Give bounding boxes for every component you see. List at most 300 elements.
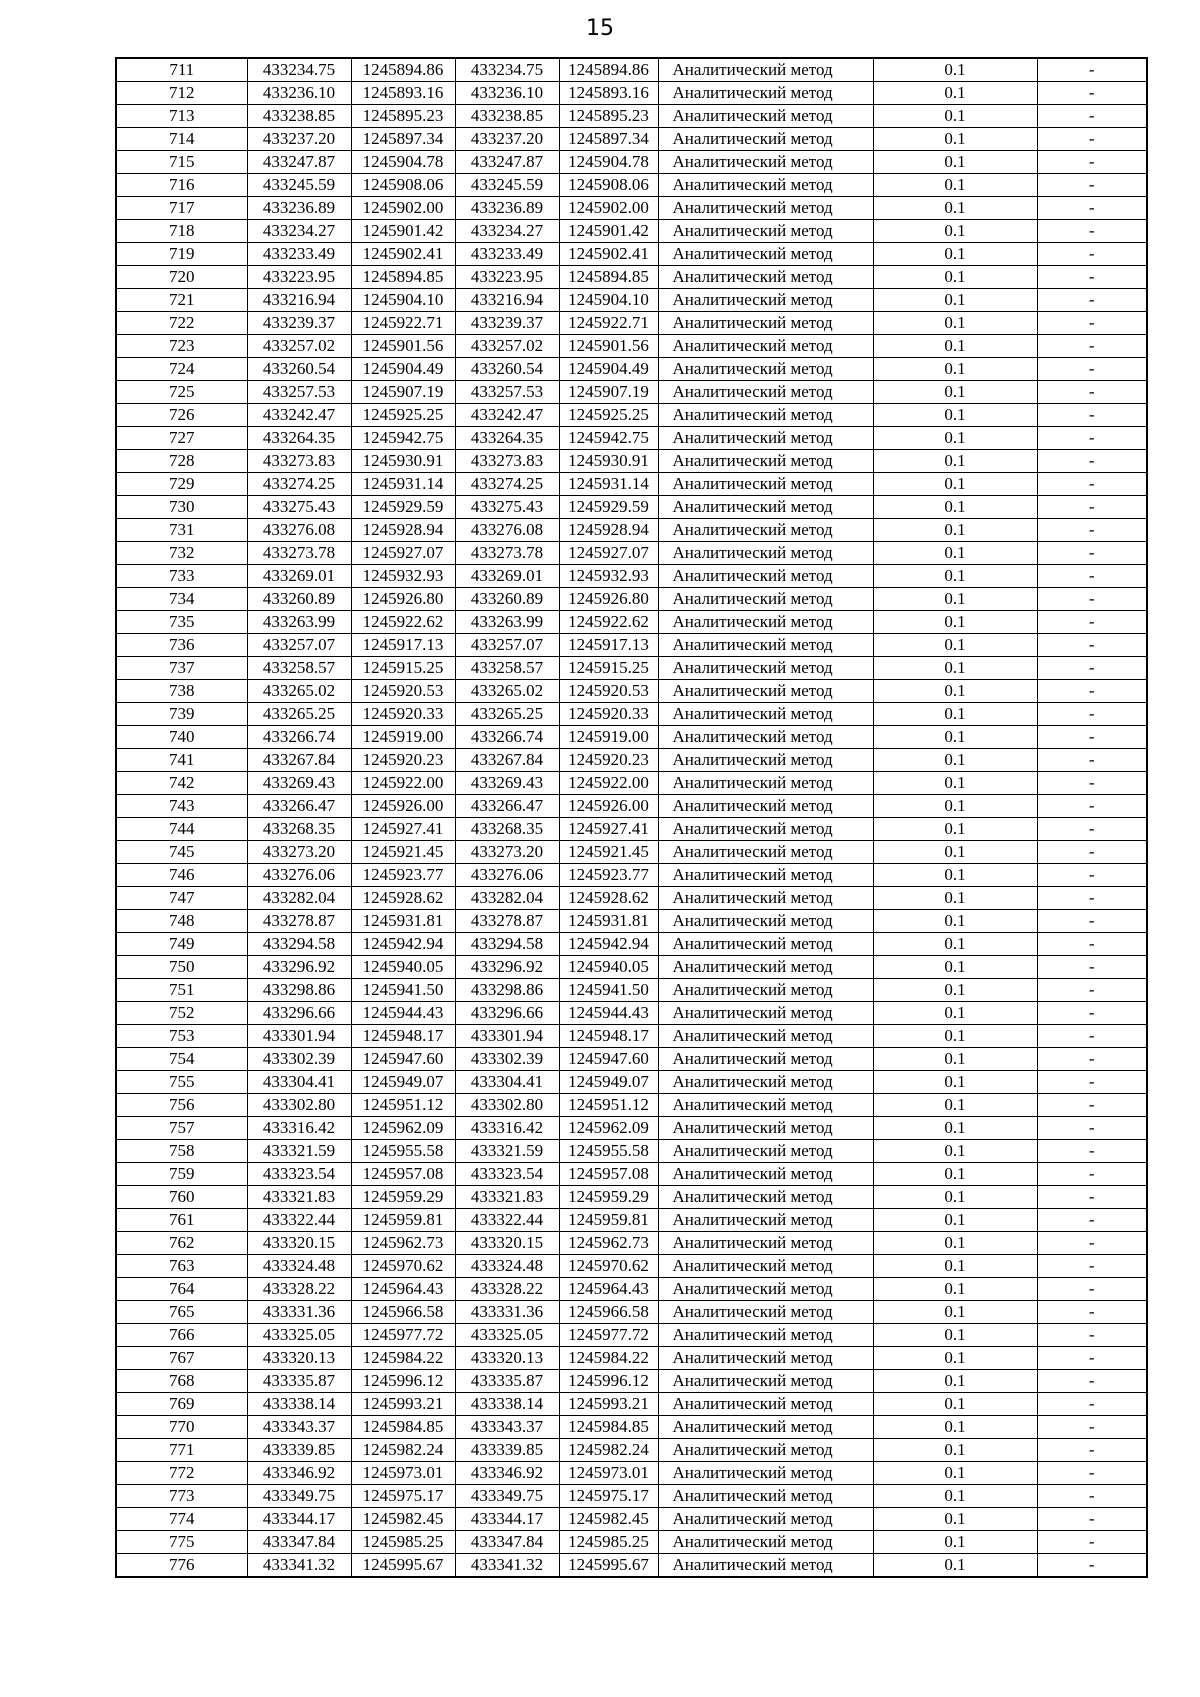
x-new-cell: 433304.41 — [455, 1071, 559, 1094]
y-new-cell: 1245962.73 — [559, 1232, 658, 1255]
empty-dash-cell: - — [1037, 772, 1147, 795]
y-existing-cell: 1245893.16 — [351, 82, 455, 105]
point-number-cell: 736 — [116, 634, 247, 657]
table-row — [116, 1094, 1147, 1117]
y-new-cell: 1245928.94 — [559, 519, 658, 542]
table-row — [116, 1508, 1147, 1531]
accuracy-cell: 0.1 — [873, 1393, 1037, 1416]
table-row — [116, 956, 1147, 979]
empty-dash-cell: - — [1037, 1439, 1147, 1462]
x-existing-cell: 433321.83 — [247, 1186, 351, 1209]
y-new-cell: 1245984.22 — [559, 1347, 658, 1370]
y-new-cell: 1245925.25 — [559, 404, 658, 427]
empty-dash-cell: - — [1037, 933, 1147, 956]
accuracy-cell: 0.1 — [873, 772, 1037, 795]
y-existing-cell: 1245982.45 — [351, 1508, 455, 1531]
table-row — [116, 910, 1147, 933]
accuracy-cell: 0.1 — [873, 151, 1037, 174]
x-new-cell: 433278.87 — [455, 910, 559, 933]
method-cell: Аналитический метод — [658, 1117, 873, 1140]
y-existing-cell: 1245926.80 — [351, 588, 455, 611]
y-new-cell: 1245929.59 — [559, 496, 658, 519]
y-existing-cell: 1245902.41 — [351, 243, 455, 266]
y-existing-cell: 1245932.93 — [351, 565, 455, 588]
x-existing-cell: 433325.05 — [247, 1324, 351, 1347]
table-row — [116, 450, 1147, 473]
point-number-cell: 723 — [116, 335, 247, 358]
accuracy-cell: 0.1 — [873, 404, 1037, 427]
x-existing-cell: 433276.08 — [247, 519, 351, 542]
y-existing-cell: 1245894.86 — [351, 58, 455, 82]
y-new-cell: 1245922.71 — [559, 312, 658, 335]
table-row — [116, 1255, 1147, 1278]
point-number-cell: 713 — [116, 105, 247, 128]
x-new-cell: 433301.94 — [455, 1025, 559, 1048]
point-number-cell: 769 — [116, 1393, 247, 1416]
empty-dash-cell: - — [1037, 956, 1147, 979]
y-new-cell: 1245902.41 — [559, 243, 658, 266]
x-existing-cell: 433264.35 — [247, 427, 351, 450]
y-existing-cell: 1245975.17 — [351, 1485, 455, 1508]
y-new-cell: 1245904.49 — [559, 358, 658, 381]
point-number-cell: 762 — [116, 1232, 247, 1255]
x-existing-cell: 433341.32 — [247, 1554, 351, 1578]
point-number-cell: 731 — [116, 519, 247, 542]
y-new-cell: 1245942.94 — [559, 933, 658, 956]
table-row — [116, 933, 1147, 956]
x-existing-cell: 433266.47 — [247, 795, 351, 818]
x-new-cell: 433265.02 — [455, 680, 559, 703]
x-new-cell: 433349.75 — [455, 1485, 559, 1508]
accuracy-cell: 0.1 — [873, 358, 1037, 381]
accuracy-cell: 0.1 — [873, 933, 1037, 956]
accuracy-cell: 0.1 — [873, 818, 1037, 841]
y-new-cell: 1245897.34 — [559, 128, 658, 151]
method-cell: Аналитический метод — [658, 519, 873, 542]
x-existing-cell: 433266.74 — [247, 726, 351, 749]
y-existing-cell: 1245964.43 — [351, 1278, 455, 1301]
x-existing-cell: 433331.36 — [247, 1301, 351, 1324]
method-cell: Аналитический метод — [658, 266, 873, 289]
y-existing-cell: 1245955.58 — [351, 1140, 455, 1163]
empty-dash-cell: - — [1037, 1485, 1147, 1508]
x-new-cell: 433296.92 — [455, 956, 559, 979]
point-number-cell: 721 — [116, 289, 247, 312]
method-cell: Аналитический метод — [658, 979, 873, 1002]
method-cell: Аналитический метод — [658, 404, 873, 427]
y-new-cell: 1245904.10 — [559, 289, 658, 312]
point-number-cell: 776 — [116, 1554, 247, 1578]
x-existing-cell: 433294.58 — [247, 933, 351, 956]
point-number-cell: 745 — [116, 841, 247, 864]
x-new-cell: 433316.42 — [455, 1117, 559, 1140]
y-new-cell: 1245962.09 — [559, 1117, 658, 1140]
accuracy-cell: 0.1 — [873, 864, 1037, 887]
y-new-cell: 1245973.01 — [559, 1462, 658, 1485]
empty-dash-cell: - — [1037, 174, 1147, 197]
x-new-cell: 433267.84 — [455, 749, 559, 772]
y-existing-cell: 1245923.77 — [351, 864, 455, 887]
y-existing-cell: 1245985.25 — [351, 1531, 455, 1554]
empty-dash-cell: - — [1037, 151, 1147, 174]
accuracy-cell: 0.1 — [873, 979, 1037, 1002]
accuracy-cell: 0.1 — [873, 1370, 1037, 1393]
method-cell: Аналитический метод — [658, 887, 873, 910]
table-row — [116, 1554, 1147, 1578]
y-new-cell: 1245975.17 — [559, 1485, 658, 1508]
point-number-cell: 729 — [116, 473, 247, 496]
accuracy-cell: 0.1 — [873, 1324, 1037, 1347]
y-existing-cell: 1245996.12 — [351, 1370, 455, 1393]
accuracy-cell: 0.1 — [873, 427, 1037, 450]
empty-dash-cell: - — [1037, 611, 1147, 634]
table-row — [116, 1048, 1147, 1071]
y-new-cell: 1245993.21 — [559, 1393, 658, 1416]
accuracy-cell: 0.1 — [873, 611, 1037, 634]
accuracy-cell: 0.1 — [873, 1186, 1037, 1209]
x-new-cell: 433233.49 — [455, 243, 559, 266]
x-existing-cell: 433239.37 — [247, 312, 351, 335]
x-new-cell: 433324.48 — [455, 1255, 559, 1278]
y-new-cell: 1245951.12 — [559, 1094, 658, 1117]
method-cell: Аналитический метод — [658, 1209, 873, 1232]
x-new-cell: 433234.27 — [455, 220, 559, 243]
method-cell: Аналитический метод — [658, 772, 873, 795]
empty-dash-cell: - — [1037, 496, 1147, 519]
y-new-cell: 1245982.24 — [559, 1439, 658, 1462]
y-new-cell: 1245982.45 — [559, 1508, 658, 1531]
y-existing-cell: 1245973.01 — [351, 1462, 455, 1485]
table-row — [116, 726, 1147, 749]
table-row — [116, 1462, 1147, 1485]
x-existing-cell: 433335.87 — [247, 1370, 351, 1393]
y-existing-cell: 1245895.23 — [351, 105, 455, 128]
x-existing-cell: 433338.14 — [247, 1393, 351, 1416]
point-number-cell: 738 — [116, 680, 247, 703]
method-cell: Аналитический метод — [658, 1301, 873, 1324]
x-existing-cell: 433343.37 — [247, 1416, 351, 1439]
table-row — [116, 358, 1147, 381]
empty-dash-cell: - — [1037, 1370, 1147, 1393]
x-existing-cell: 433302.80 — [247, 1094, 351, 1117]
y-existing-cell: 1245947.60 — [351, 1048, 455, 1071]
x-existing-cell: 433320.15 — [247, 1232, 351, 1255]
table-row — [116, 289, 1147, 312]
x-new-cell: 433236.10 — [455, 82, 559, 105]
empty-dash-cell: - — [1037, 588, 1147, 611]
y-new-cell: 1245947.60 — [559, 1048, 658, 1071]
empty-dash-cell: - — [1037, 1186, 1147, 1209]
y-new-cell: 1245927.41 — [559, 818, 658, 841]
table-row — [116, 979, 1147, 1002]
y-new-cell: 1245894.85 — [559, 266, 658, 289]
point-number-cell: 751 — [116, 979, 247, 1002]
point-number-cell: 774 — [116, 1508, 247, 1531]
accuracy-cell: 0.1 — [873, 450, 1037, 473]
y-new-cell: 1245923.77 — [559, 864, 658, 887]
x-existing-cell: 433269.01 — [247, 565, 351, 588]
y-new-cell: 1245920.33 — [559, 703, 658, 726]
table-row — [116, 864, 1147, 887]
x-new-cell: 433245.59 — [455, 174, 559, 197]
x-existing-cell: 433260.54 — [247, 358, 351, 381]
table-row — [116, 841, 1147, 864]
empty-dash-cell: - — [1037, 726, 1147, 749]
y-existing-cell: 1245942.75 — [351, 427, 455, 450]
method-cell: Аналитический метод — [658, 933, 873, 956]
empty-dash-cell: - — [1037, 1255, 1147, 1278]
x-existing-cell: 433236.89 — [247, 197, 351, 220]
x-new-cell: 433265.25 — [455, 703, 559, 726]
method-cell: Аналитический метод — [658, 726, 873, 749]
y-new-cell: 1245920.23 — [559, 749, 658, 772]
accuracy-cell: 0.1 — [873, 82, 1037, 105]
x-existing-cell: 433273.20 — [247, 841, 351, 864]
point-number-cell: 758 — [116, 1140, 247, 1163]
accuracy-cell: 0.1 — [873, 680, 1037, 703]
x-existing-cell: 433316.42 — [247, 1117, 351, 1140]
point-number-cell: 753 — [116, 1025, 247, 1048]
table-row — [116, 496, 1147, 519]
x-new-cell: 433274.25 — [455, 473, 559, 496]
empty-dash-cell: - — [1037, 1232, 1147, 1255]
accuracy-cell: 0.1 — [873, 496, 1037, 519]
y-existing-cell: 1245957.08 — [351, 1163, 455, 1186]
table-row — [116, 657, 1147, 680]
x-new-cell: 433347.84 — [455, 1531, 559, 1554]
method-cell: Аналитический метод — [658, 703, 873, 726]
y-existing-cell: 1245922.62 — [351, 611, 455, 634]
empty-dash-cell: - — [1037, 1048, 1147, 1071]
x-existing-cell: 433339.85 — [247, 1439, 351, 1462]
accuracy-cell: 0.1 — [873, 1439, 1037, 1462]
point-number-cell: 773 — [116, 1485, 247, 1508]
method-cell: Аналитический метод — [658, 1324, 873, 1347]
accuracy-cell: 0.1 — [873, 703, 1037, 726]
empty-dash-cell: - — [1037, 312, 1147, 335]
empty-dash-cell: - — [1037, 197, 1147, 220]
method-cell: Аналитический метод — [658, 1232, 873, 1255]
y-existing-cell: 1245928.94 — [351, 519, 455, 542]
method-cell: Аналитический метод — [658, 243, 873, 266]
y-existing-cell: 1245977.72 — [351, 1324, 455, 1347]
y-existing-cell: 1245917.13 — [351, 634, 455, 657]
point-number-cell: 756 — [116, 1094, 247, 1117]
y-new-cell: 1245932.93 — [559, 565, 658, 588]
empty-dash-cell: - — [1037, 1163, 1147, 1186]
y-existing-cell: 1245907.19 — [351, 381, 455, 404]
empty-dash-cell: - — [1037, 749, 1147, 772]
table-row — [116, 887, 1147, 910]
accuracy-cell: 0.1 — [873, 887, 1037, 910]
method-cell: Аналитический метод — [658, 1255, 873, 1278]
method-cell: Аналитический метод — [658, 82, 873, 105]
method-cell: Аналитический метод — [658, 542, 873, 565]
table-row — [116, 82, 1147, 105]
method-cell: Аналитический метод — [658, 312, 873, 335]
point-number-cell: 725 — [116, 381, 247, 404]
empty-dash-cell: - — [1037, 703, 1147, 726]
accuracy-cell: 0.1 — [873, 1531, 1037, 1554]
accuracy-cell: 0.1 — [873, 841, 1037, 864]
x-existing-cell: 433263.99 — [247, 611, 351, 634]
y-existing-cell: 1245995.67 — [351, 1554, 455, 1578]
accuracy-cell: 0.1 — [873, 588, 1037, 611]
method-cell: Аналитический метод — [658, 1140, 873, 1163]
x-existing-cell: 433276.06 — [247, 864, 351, 887]
y-new-cell: 1245915.25 — [559, 657, 658, 680]
x-new-cell: 433275.43 — [455, 496, 559, 519]
y-existing-cell: 1245962.09 — [351, 1117, 455, 1140]
accuracy-cell: 0.1 — [873, 1048, 1037, 1071]
x-new-cell: 433257.07 — [455, 634, 559, 657]
accuracy-cell: 0.1 — [873, 1025, 1037, 1048]
x-existing-cell: 433328.22 — [247, 1278, 351, 1301]
point-number-cell: 765 — [116, 1301, 247, 1324]
table-row — [116, 1117, 1147, 1140]
method-cell: Аналитический метод — [658, 1025, 873, 1048]
y-existing-cell: 1245922.71 — [351, 312, 455, 335]
x-existing-cell: 433257.07 — [247, 634, 351, 657]
y-existing-cell: 1245904.49 — [351, 358, 455, 381]
x-existing-cell: 433296.92 — [247, 956, 351, 979]
empty-dash-cell: - — [1037, 795, 1147, 818]
table-row — [116, 1232, 1147, 1255]
method-cell: Аналитический метод — [658, 749, 873, 772]
y-new-cell: 1245977.72 — [559, 1324, 658, 1347]
accuracy-cell: 0.1 — [873, 726, 1037, 749]
method-cell: Аналитический метод — [658, 105, 873, 128]
x-new-cell: 433273.20 — [455, 841, 559, 864]
x-new-cell: 433343.37 — [455, 1416, 559, 1439]
method-cell: Аналитический метод — [658, 473, 873, 496]
accuracy-cell: 0.1 — [873, 1278, 1037, 1301]
y-new-cell: 1245901.56 — [559, 335, 658, 358]
method-cell: Аналитический метод — [658, 588, 873, 611]
method-cell: Аналитический метод — [658, 496, 873, 519]
x-existing-cell: 433274.25 — [247, 473, 351, 496]
x-existing-cell: 433278.87 — [247, 910, 351, 933]
x-existing-cell: 433273.78 — [247, 542, 351, 565]
accuracy-cell: 0.1 — [873, 910, 1037, 933]
y-new-cell: 1245959.81 — [559, 1209, 658, 1232]
empty-dash-cell: - — [1037, 1278, 1147, 1301]
method-cell: Аналитический метод — [658, 1163, 873, 1186]
x-new-cell: 433322.44 — [455, 1209, 559, 1232]
y-existing-cell: 1245984.85 — [351, 1416, 455, 1439]
y-existing-cell: 1245921.45 — [351, 841, 455, 864]
y-existing-cell: 1245962.73 — [351, 1232, 455, 1255]
point-number-cell: 747 — [116, 887, 247, 910]
accuracy-cell: 0.1 — [873, 956, 1037, 979]
method-cell: Аналитический метод — [658, 818, 873, 841]
point-number-cell: 744 — [116, 818, 247, 841]
point-number-cell: 766 — [116, 1324, 247, 1347]
accuracy-cell: 0.1 — [873, 1002, 1037, 1025]
point-number-cell: 711 — [116, 58, 247, 82]
method-cell: Аналитический метод — [658, 1485, 873, 1508]
accuracy-cell: 0.1 — [873, 312, 1037, 335]
y-new-cell: 1245902.00 — [559, 197, 658, 220]
y-existing-cell: 1245966.58 — [351, 1301, 455, 1324]
point-number-cell: 768 — [116, 1370, 247, 1393]
method-cell: Аналитический метод — [658, 1278, 873, 1301]
y-new-cell: 1245893.16 — [559, 82, 658, 105]
x-new-cell: 433320.13 — [455, 1347, 559, 1370]
y-new-cell: 1245985.25 — [559, 1531, 658, 1554]
method-cell: Аналитический метод — [658, 197, 873, 220]
empty-dash-cell: - — [1037, 1002, 1147, 1025]
x-existing-cell: 433346.92 — [247, 1462, 351, 1485]
y-new-cell: 1245917.13 — [559, 634, 658, 657]
table-row — [116, 772, 1147, 795]
x-existing-cell: 433320.13 — [247, 1347, 351, 1370]
point-number-cell: 733 — [116, 565, 247, 588]
method-cell: Аналитический метод — [658, 1347, 873, 1370]
accuracy-cell: 0.1 — [873, 1094, 1037, 1117]
x-new-cell: 433339.85 — [455, 1439, 559, 1462]
y-new-cell: 1245995.67 — [559, 1554, 658, 1578]
accuracy-cell: 0.1 — [873, 105, 1037, 128]
table-row — [116, 243, 1147, 266]
x-new-cell: 433258.57 — [455, 657, 559, 680]
table-row — [116, 1209, 1147, 1232]
y-existing-cell: 1245949.07 — [351, 1071, 455, 1094]
point-number-cell: 741 — [116, 749, 247, 772]
y-existing-cell: 1245959.81 — [351, 1209, 455, 1232]
empty-dash-cell: - — [1037, 243, 1147, 266]
point-number-cell: 727 — [116, 427, 247, 450]
method-cell: Аналитический метод — [658, 174, 873, 197]
y-existing-cell: 1245925.25 — [351, 404, 455, 427]
method-cell: Аналитический метод — [658, 1439, 873, 1462]
y-new-cell: 1245996.12 — [559, 1370, 658, 1393]
method-cell: Аналитический метод — [658, 841, 873, 864]
coordinates-table-body — [116, 58, 1147, 1577]
accuracy-cell: 0.1 — [873, 749, 1037, 772]
point-number-cell: 726 — [116, 404, 247, 427]
table-row — [116, 174, 1147, 197]
table-row — [116, 1140, 1147, 1163]
x-new-cell: 433268.35 — [455, 818, 559, 841]
y-existing-cell: 1245948.17 — [351, 1025, 455, 1048]
accuracy-cell: 0.1 — [873, 1347, 1037, 1370]
table-row — [116, 1324, 1147, 1347]
y-existing-cell: 1245931.81 — [351, 910, 455, 933]
y-new-cell: 1245928.62 — [559, 887, 658, 910]
empty-dash-cell: - — [1037, 818, 1147, 841]
empty-dash-cell: - — [1037, 910, 1147, 933]
method-cell: Аналитический метод — [658, 1508, 873, 1531]
y-existing-cell: 1245928.62 — [351, 887, 455, 910]
point-number-cell: 746 — [116, 864, 247, 887]
method-cell: Аналитический метод — [658, 1048, 873, 1071]
empty-dash-cell: - — [1037, 128, 1147, 151]
table-row — [116, 1416, 1147, 1439]
method-cell: Аналитический метод — [658, 1462, 873, 1485]
x-new-cell: 433269.43 — [455, 772, 559, 795]
x-existing-cell: 433216.94 — [247, 289, 351, 312]
x-existing-cell: 433247.87 — [247, 151, 351, 174]
y-existing-cell: 1245901.56 — [351, 335, 455, 358]
x-existing-cell: 433257.02 — [247, 335, 351, 358]
y-existing-cell: 1245904.10 — [351, 289, 455, 312]
x-existing-cell: 433282.04 — [247, 887, 351, 910]
table-row — [116, 519, 1147, 542]
accuracy-cell: 0.1 — [873, 1554, 1037, 1578]
table-row — [116, 1485, 1147, 1508]
table-row — [116, 58, 1147, 82]
